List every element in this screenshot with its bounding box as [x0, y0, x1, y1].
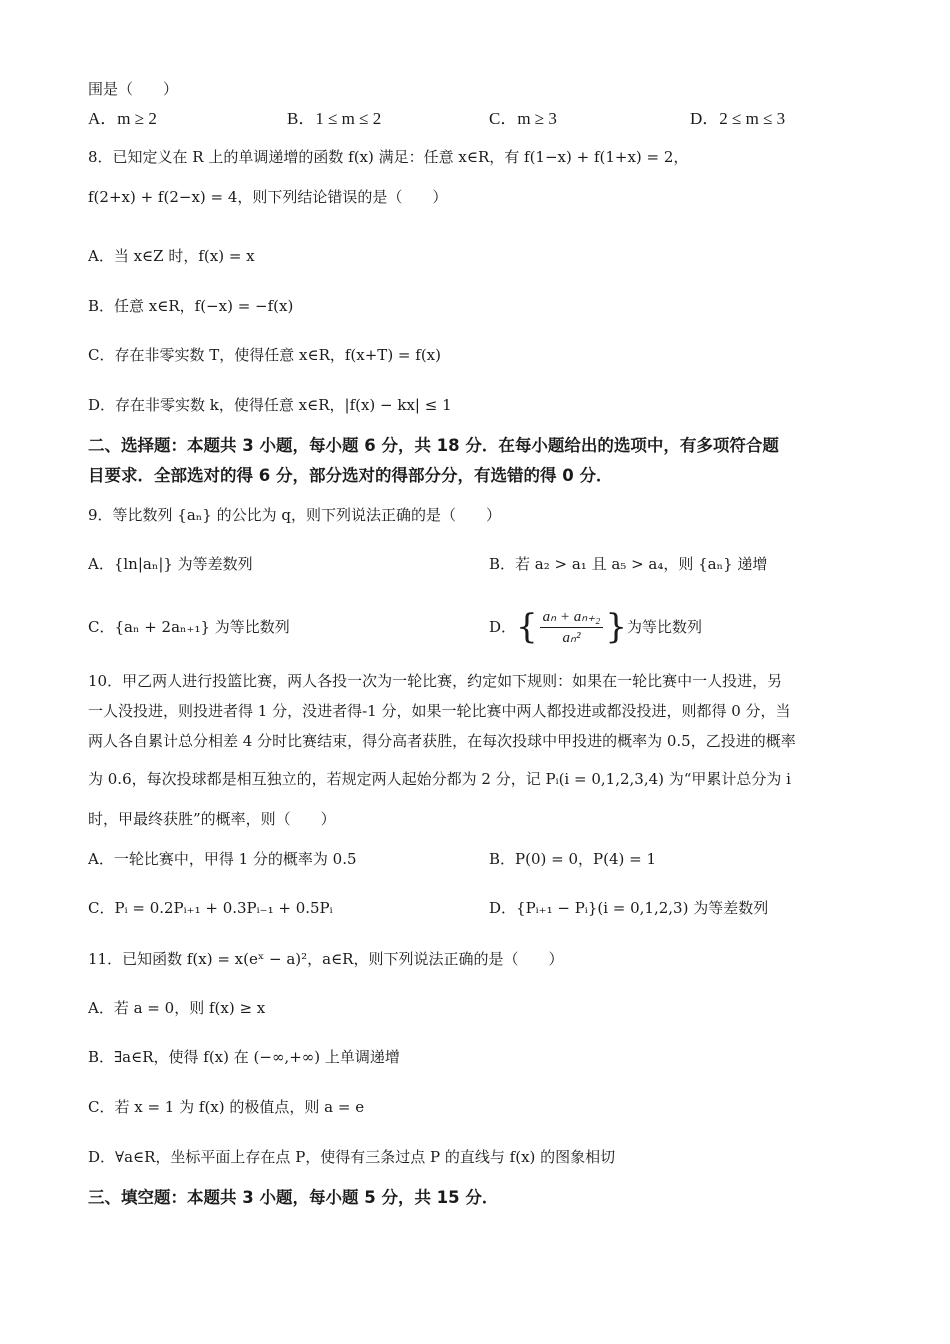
q9-option-b: B．若 a₂ > a₁ 且 a₅ > a₄，则 {aₙ} 递增 [489, 555, 768, 573]
q10-stem-line4: 为 0.6，每次投球都是相互独立的，若规定两人起始分都为 2 分，记 Pᵢ(i = 0,1,2,3,4) 为“甲累计总分为 i [88, 770, 791, 788]
q9-option-d-brace-open: { [516, 607, 538, 647]
q9-option-d-fraction [540, 607, 604, 648]
section2-heading-line1: 二、选择题：本题共 3 小题，每小题 6 分，共 18 分．在每小题给出的选项中，有多项符合题 [88, 436, 779, 455]
q11-option-c: C．若 x = 1 为 f(x) 的极值点，则 a = e [88, 1098, 365, 1116]
q7-option-b: B．1 ≤ m ≤ 2 [287, 109, 382, 128]
q7-option-a: A．m ≥ 2 [88, 109, 157, 128]
q10-option-c: C．Pᵢ = 0.2Pᵢ₊₁ + 0.3Pᵢ₋₁ + 0.5Pᵢ [88, 899, 333, 917]
q10-option-a: A．一轮比赛中，甲得 1 分的概率为 0.5 [88, 850, 357, 868]
q8-option-b: B．任意 x∈R，f(−x) = −f(x) [88, 297, 294, 315]
q7-option-d: D．2 ≤ m ≤ 3 [690, 109, 786, 128]
q10-stem-line5: 时，甲最终获胜”的概率，则（ ） [88, 810, 336, 828]
q11-option-d: D．∀a∈R，坐标平面上存在点 P，使得有三条过点 P 的直线与 f(x) 的图象相切 [88, 1148, 616, 1166]
q9-option-d-suffix: 为等比数列 [627, 618, 703, 636]
q9-option-d-numerator: aₙ + aₙ₊₂ [540, 607, 604, 628]
q8-option-a: A．当 x∈Z 时，f(x) = x [88, 247, 255, 265]
q8-stem-line2: f(2+x) + f(2−x) = 4，则下列结论错误的是（ ） [88, 188, 448, 206]
section3-heading: 三、填空题：本题共 3 小题，每小题 5 分，共 15 分． [88, 1188, 499, 1207]
q11-stem: 11．已知函数 f(x) = x(eˣ − a)²，a∈R，则下列说法正确的是（ ） [88, 950, 564, 968]
q9-option-d-prefix: D． [489, 618, 517, 636]
q9-option-d-denominator: aₙ² [562, 629, 581, 646]
q10-stem-line1: 10．甲乙两人进行投篮比赛，两人各投一次为一轮比赛，约定如下规则：如果在一轮比赛中一人投进，另 [88, 672, 783, 690]
q9-option-d [489, 598, 702, 656]
q8-option-c: C．存在非零实数 T，使得任意 x∈R，f(x+T) = f(x) [88, 346, 441, 364]
q9-option-c: C．{aₙ + 2aₙ₊₁} 为等比数列 [88, 618, 290, 636]
q7-option-c: C．m ≥ 3 [489, 109, 557, 128]
q10-option-d: D．{Pᵢ₊₁ − Pᵢ}(i = 0,1,2,3) 为等差数列 [489, 899, 769, 917]
q9-option-a: A．{ln|aₙ|} 为等差数列 [88, 555, 253, 573]
q7-tail: 围是（ ） [88, 80, 179, 98]
q10-option-b: B．P(0) = 0，P(4) = 1 [489, 850, 656, 868]
q11-option-a: A．若 a = 0，则 f(x) ≥ x [88, 999, 266, 1017]
q8-stem-line1: 8．已知定义在 R 上的单调递增的函数 f(x) 满足：任意 x∈R，有 f(1−x) + f(1+x) = 2， [88, 148, 689, 166]
q8-option-d: D．存在非零实数 k，使得任意 x∈R，|f(x) − kx| ≤ 1 [88, 396, 452, 414]
q11-option-b: B．∃a∈R，使得 f(x) 在 (−∞,+∞) 上单调递增 [88, 1048, 400, 1066]
q9-option-d-brace-close: } [605, 607, 628, 647]
q10-stem-line2: 一人没投进，则投进者得 1 分，没进者得-1 分，如果一轮比赛中两人都投进或都没投进，则都得 0 分，当 [88, 702, 791, 720]
section2-heading-line2: 目要求．全部选对的得 6 分，部分选对的得部分分，有选错的得 0 分． [88, 466, 613, 485]
q10-stem-line3: 两人各自累计总分相差 4 分时比赛结束，得分高者获胜，在每次投球中甲投进的概率为 0.5，乙投进的概率 [88, 732, 796, 750]
q9-stem: 9．等比数列 {aₙ} 的公比为 q，则下列说法正确的是（ ） [88, 506, 501, 524]
